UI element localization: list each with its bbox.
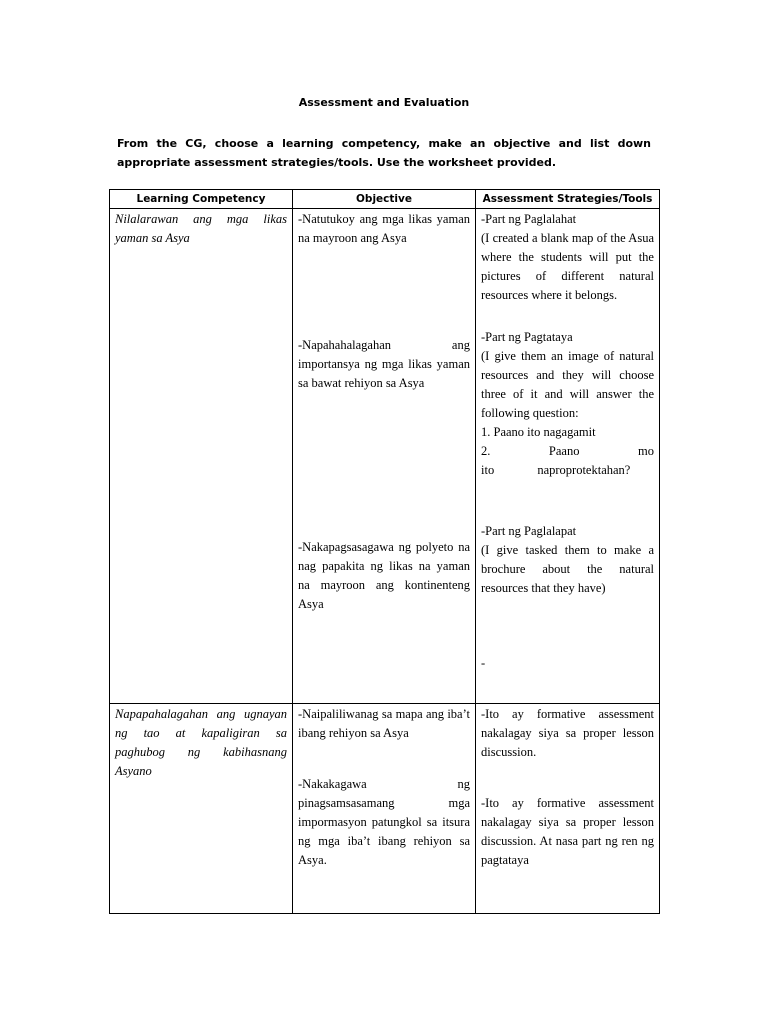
competency-text: Nilalarawan ang mga likas yaman sa Asya (115, 212, 287, 245)
assessment-body: -Ito ay formative assessment nakalagay siya sa proper lesson discussion. At nasa part ng ren ng pagtataya (481, 796, 654, 867)
competency-text: Napapahalagahan ang ugnayan ng tao at kapaligiran sa paghubog ng kabihasnang Asyano (115, 707, 287, 778)
assessment-question: 2. Paano mo ito naproprotektahan? (481, 444, 654, 477)
assessment-body: (I give tasked them to make a brochure about the natural resources that they have) (481, 543, 654, 595)
objective-cell (293, 704, 476, 914)
header-objective: Objective (293, 190, 476, 209)
assessment-title: -Part ng Paglalahat (481, 212, 577, 226)
objective-cell (293, 209, 476, 704)
table-row (110, 704, 660, 914)
objective-item: -Naipaliliwanag sa mapa ang iba’t ibang rehiyon sa Asya (298, 707, 470, 740)
assessment-title: -Part ng Pagtataya (481, 330, 573, 344)
assessment-title: -Part ng Paglalapat (481, 524, 577, 538)
objective-item: -Nakapagsasagawa ng polyeto na nag papakita ng likas na yaman na mayroon ang kontinenteng Asya (298, 540, 470, 611)
assessment-question: 1. Paano ito nagagamit (481, 425, 596, 439)
document-title: Assessment and Evaluation (298, 96, 470, 109)
table-row (110, 209, 660, 704)
objective-item: -Napahahalagahan ang importansya ng mga likas yaman sa bawat rehiyon sa Asya (298, 338, 470, 390)
header-assessment: Assessment Strategies/Tools (476, 190, 660, 209)
competency-cell (110, 209, 293, 704)
objective-item: -Nakakagawa ng pinagsamsasamang mga impormasyon patungkol sa itsura ng mga iba’t ibang rehiyon sa Asya. (298, 777, 470, 867)
worksheet-table (109, 189, 660, 914)
objective-item: -Natutukoy ang mga likas yaman na mayroon ang Asya (298, 212, 470, 245)
assessment-body: (I created a blank map of the Asua where the students will put the pictures of different natural resources where it belongs. (481, 231, 654, 302)
assessment-body: (I give them an image of natural resources and they will choose three of it and will answer the following question: (481, 349, 654, 420)
instructions-text: From the CG, choose a learning competency, make an objective and list down appropriate assessment strategies/tools. Use the worksheet provided. (117, 137, 651, 169)
table-header-row (110, 190, 660, 209)
assessment-body: -Ito ay formative assessment nakalagay siya sa proper lesson discussion. (481, 707, 654, 759)
assessment-cell (476, 209, 660, 704)
header-learning-competency: Learning Competency (110, 190, 293, 209)
assessment-cell (476, 704, 660, 914)
competency-cell (110, 704, 293, 914)
assessment-dash: - (481, 656, 486, 670)
